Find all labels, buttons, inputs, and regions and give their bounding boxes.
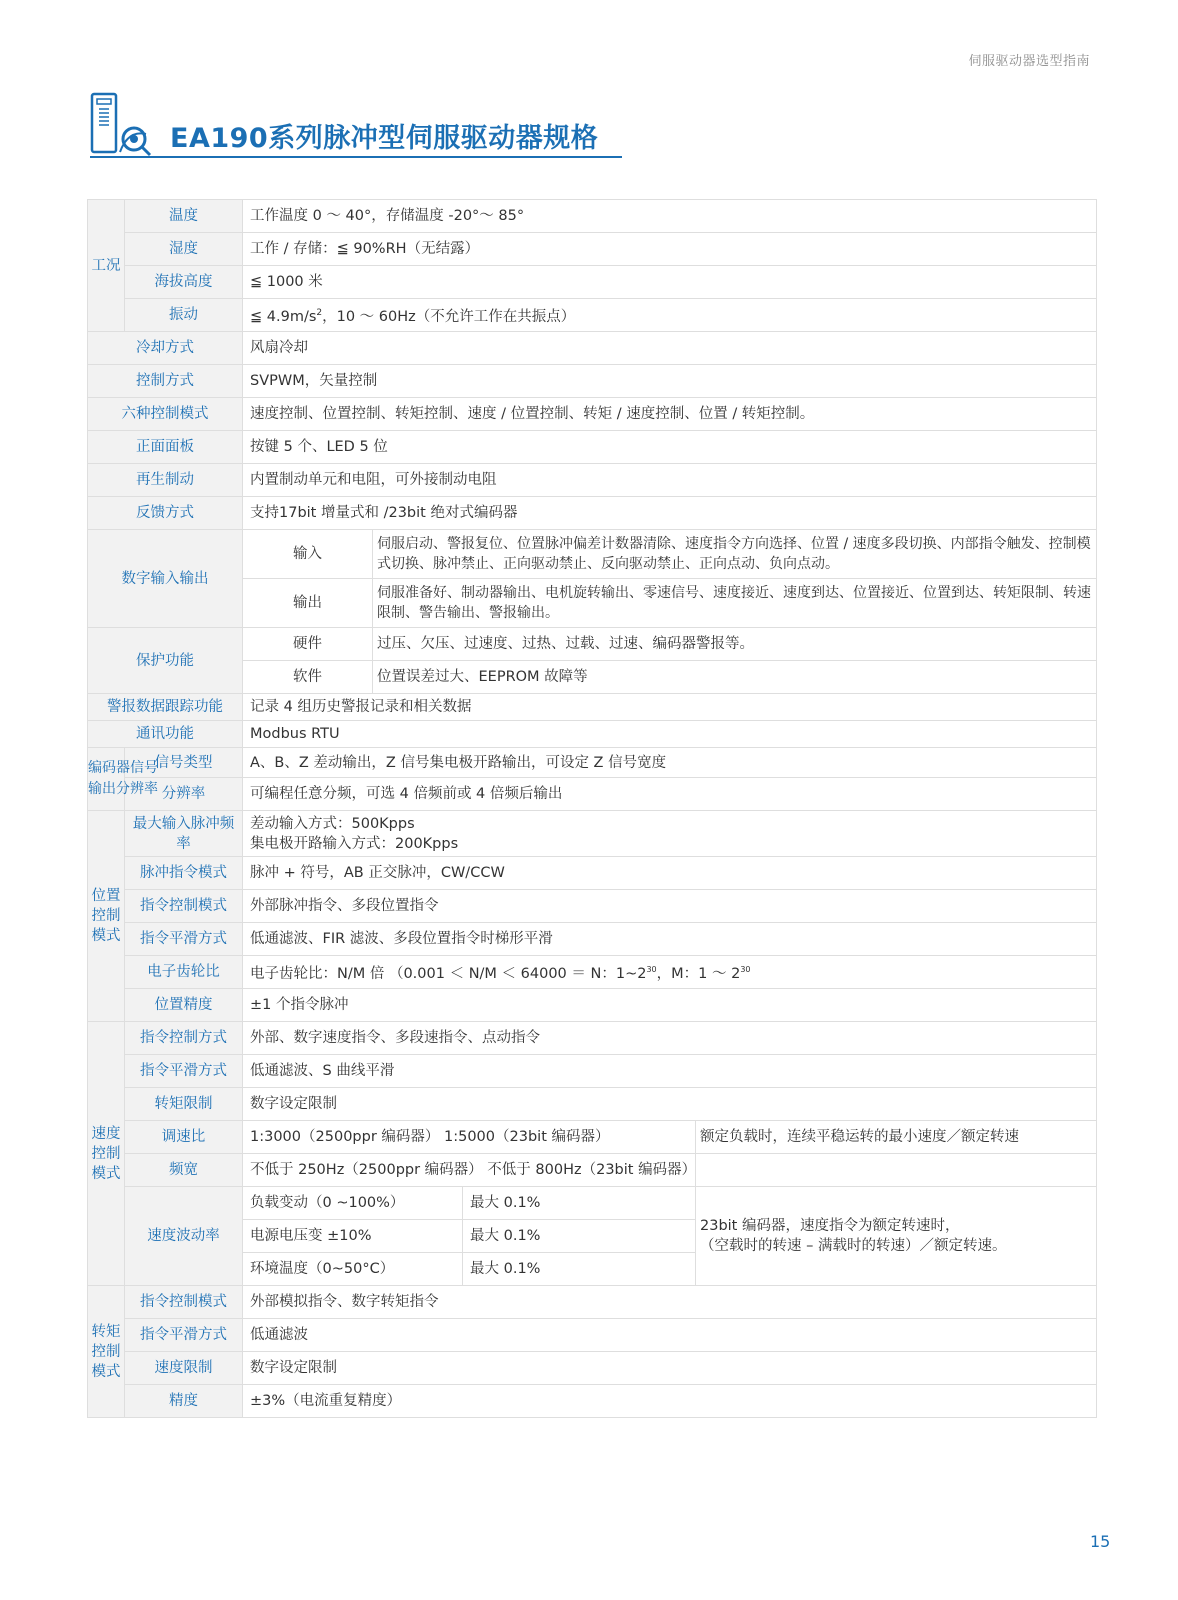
value-regen-brake: 内置制动单元和电阻，可外接制动电阻 [243, 464, 1097, 497]
value-humidity: 工作 / 存储：≦ 90%RH（无结露） [243, 233, 1097, 266]
fluctuation-max: 最大 0.1% [463, 1187, 696, 1220]
table-row [88, 1055, 1097, 1088]
table-row [88, 1088, 1097, 1121]
table-row [88, 266, 1097, 299]
table-row [88, 628, 1097, 661]
value-max-input [243, 811, 1097, 857]
table-row [88, 1022, 1097, 1055]
label-digital-output: 输出 [243, 579, 373, 628]
label-humidity: 湿度 [125, 233, 243, 266]
fluctuation-condition: 电源电压变 ±10% [243, 1220, 463, 1253]
value-digital-input: 伺服启动、警报复位、位置脉冲偏差计数器清除、速度指令方向选择、位置 / 速度多段切换、内部指令触发、控制模式切换、脉冲禁止、正向驱动禁止、反向驱动禁止、正向点动、负向点动。 [373, 530, 1097, 579]
table-row [88, 857, 1097, 890]
table-row [88, 431, 1097, 464]
label-pos-cmd-control: 指令控制模式 [125, 890, 243, 923]
category-encoder-output-text: 编码器信号输出分辨率 [88, 760, 158, 797]
bandwidth-empty-cell [696, 1154, 1097, 1187]
value-six-modes: 速度控制、位置控制、转矩控制、速度 / 位置控制、转矩 / 速度控制、位置 / 转矩控制。 [243, 398, 1097, 431]
spec-table [87, 199, 1097, 1418]
value-pulse-cmd: 脉冲 + 符号，AB 正交脉冲，CW/CCW [243, 857, 1097, 890]
table-row [88, 299, 1097, 332]
fluctuation-max: 最大 0.1% [463, 1220, 696, 1253]
table-row [88, 464, 1097, 497]
max-input-open-collector: 集电极开路输入方式：200Kpps [250, 835, 459, 852]
table-row [88, 1319, 1097, 1352]
table-row [88, 721, 1097, 748]
table-row [88, 811, 1097, 857]
table-row [88, 497, 1097, 530]
value-speed-cmd-control: 外部、数字速度指令、多段速指令、点动指令 [243, 1022, 1097, 1055]
label-speed-cmd-smooth: 指令平滑方式 [125, 1055, 243, 1088]
fluctuation-condition: 环境温度（0~50°C） [243, 1253, 463, 1286]
table-row [88, 1385, 1097, 1418]
label-torque-accuracy: 精度 [125, 1385, 243, 1418]
category-speed-mode: 速度控制模式 [88, 1022, 125, 1286]
table-row [88, 398, 1097, 431]
label-torque-limit: 转矩限制 [125, 1088, 243, 1121]
category-encoder-output [88, 748, 158, 811]
value-vibration [243, 299, 1097, 332]
value-torque-cmd-smooth: 低通滤波 [243, 1319, 1097, 1352]
value-torque-cmd-control: 外部模拟指令、数字转矩指令 [243, 1286, 1097, 1319]
label-protection: 保护功能 [88, 628, 243, 694]
value-control-method: SVPWM，矢量控制 [243, 365, 1097, 398]
table-row [88, 365, 1097, 398]
table-row [88, 1154, 1097, 1187]
label-bandwidth: 频宽 [125, 1154, 243, 1187]
value-digital-output: 伺服准备好、制动器输出、电机旋转输出、零速信号、速度接近、速度到达、位置接近、位置到达、转矩限制、转速限制、警告输出、警报输出。 [373, 579, 1097, 628]
label-signal-type: 信号类型 [125, 748, 243, 778]
label-speed-ratio: 调速比 [125, 1121, 243, 1154]
value-bandwidth: 不低于 250Hz（2500ppr 编码器） 不低于 800Hz（23bit 编码器） [243, 1154, 696, 1187]
value-speed-cmd-smooth: 低通滤波、S 曲线平滑 [243, 1055, 1097, 1088]
table-row [88, 778, 1097, 811]
gear-text-b: ，M：1 ～ 2 [656, 965, 741, 982]
value-protection-software: 位置误差过大、EEPROM 故障等 [373, 661, 1097, 694]
label-regen-brake: 再生制动 [88, 464, 243, 497]
table-row [88, 1187, 1097, 1220]
fluctuation-note-line1: 23bit 编码器，速度指令为额定转速时， [700, 1218, 960, 1234]
table-row [88, 200, 1097, 233]
value-cooling: 风扇冷却 [243, 332, 1097, 365]
page-title: EA190系列脉冲型伺服驱动器规格 [170, 123, 599, 154]
vibration-superscript: 2 [316, 308, 323, 319]
fluctuation-condition: 负载变动（0 ~100%） [243, 1187, 463, 1220]
value-gear [243, 956, 1097, 989]
table-row [88, 1352, 1097, 1385]
label-gear: 电子齿轮比 [125, 956, 243, 989]
label-pos-accuracy: 位置精度 [125, 989, 243, 1022]
table-row [88, 989, 1097, 1022]
label-protection-software: 软件 [243, 661, 373, 694]
value-feedback: 支持17bit 增量式和 /23bit 绝对式编码器 [243, 497, 1097, 530]
table-row [88, 694, 1097, 721]
label-temperature: 温度 [125, 200, 243, 233]
value-alarm-trace: 记录 4 组历史警报记录和相关数据 [243, 694, 1097, 721]
table-row [88, 923, 1097, 956]
value-pos-accuracy: ±1 个指令脉冲 [243, 989, 1097, 1022]
label-feedback: 反馈方式 [88, 497, 243, 530]
category-position-mode: 位置控制模式 [88, 811, 125, 1022]
label-torque-cmd-control: 指令控制模式 [125, 1286, 243, 1319]
value-torque-accuracy: ±3%（电流重复精度） [243, 1385, 1097, 1418]
label-front-panel: 正面面板 [88, 431, 243, 464]
value-pos-cmd-control: 外部脉冲指令、多段位置指令 [243, 890, 1097, 923]
label-alarm-trace: 警报数据跟踪功能 [88, 694, 243, 721]
label-vibration: 振动 [125, 299, 243, 332]
table-row [88, 530, 1097, 579]
value-resolution: 可编程任意分频，可选 4 倍频前或 4 倍频后输出 [243, 778, 1097, 811]
max-input-differential: 差动输入方式：500Kpps [250, 815, 415, 832]
label-pulse-cmd: 脉冲指令模式 [125, 857, 243, 890]
fluctuation-max: 最大 0.1% [463, 1253, 696, 1286]
note-fluctuation [696, 1187, 1097, 1286]
label-resolution: 分辨率 [125, 778, 243, 811]
table-row [88, 890, 1097, 923]
value-protection-hardware: 过压、欠压、过速度、过热、过载、过速、编码器警报等。 [373, 628, 1097, 661]
value-signal-type: A、B、Z 差动输出，Z 信号集电极开路输出，可设定 Z 信号宽度 [243, 748, 1097, 778]
label-torque-cmd-smooth: 指令平滑方式 [125, 1319, 243, 1352]
value-torque-limit: 数字设定限制 [243, 1088, 1097, 1121]
label-speed-limit: 速度限制 [125, 1352, 243, 1385]
value-speed-limit: 数字设定限制 [243, 1352, 1097, 1385]
label-protection-hardware: 硬件 [243, 628, 373, 661]
value-temperature: 工作温度 0 ～ 40°，存储温度 -20°～ 85° [243, 200, 1097, 233]
label-six-modes: 六种控制模式 [88, 398, 243, 431]
label-max-input: 最大输入脉冲频率 [125, 811, 243, 857]
title-underline [90, 156, 622, 158]
label-fluctuation: 速度波动率 [125, 1187, 243, 1286]
value-pos-cmd-smooth: 低通滤波、FIR 滤波、多段位置指令时梯形平滑 [243, 923, 1097, 956]
fluctuation-note-line2: （空载时的转速 – 满载时的转速）／额定转速。 [700, 1238, 1007, 1254]
running-head: 伺服驱动器选型指南 [968, 54, 1090, 69]
page-number: 15 [1090, 1532, 1111, 1551]
label-control-method: 控制方式 [88, 365, 243, 398]
table-row [88, 233, 1097, 266]
value-front-panel: 按键 5 个、LED 5 位 [243, 431, 1097, 464]
label-altitude: 海拔高度 [125, 266, 243, 299]
value-speed-ratio: 1:3000（2500ppr 编码器） 1:5000（23bit 编码器） [243, 1121, 696, 1154]
label-cooling: 冷却方式 [88, 332, 243, 365]
gear-text-a: 电子齿轮比：N/M 倍 （0.001 ＜ N/M ＜ 64000 ＝ N：1~2 [250, 965, 647, 982]
label-speed-cmd-control: 指令控制方式 [125, 1022, 243, 1055]
gear-sup-2: 30 [740, 965, 751, 975]
table-row [88, 1121, 1097, 1154]
value-altitude: ≦ 1000 米 [243, 266, 1097, 299]
table-row [88, 956, 1097, 989]
note-speed-ratio: 额定负载时，连续平稳运转的最小速度／额定转速 [696, 1121, 1097, 1154]
label-pos-cmd-smooth: 指令平滑方式 [125, 923, 243, 956]
servo-drive-icon [90, 92, 162, 156]
label-digital-input: 输入 [243, 530, 373, 579]
vibration-value-rest: ，10 ～ 60Hz（不允许工作在共振点） [322, 308, 576, 325]
label-comm: 通讯功能 [88, 721, 243, 748]
table-row [88, 332, 1097, 365]
vibration-value-main: ≦ 4.9m/s [250, 308, 317, 325]
category-working: 工况 [88, 200, 125, 332]
gear-sup-1: 30 [646, 965, 657, 975]
category-torque-mode: 转矩控制模式 [88, 1286, 125, 1418]
table-row [88, 748, 1097, 778]
label-digital-io: 数字输入输出 [88, 530, 243, 628]
value-comm: Modbus RTU [243, 721, 1097, 748]
table-row [88, 1286, 1097, 1319]
